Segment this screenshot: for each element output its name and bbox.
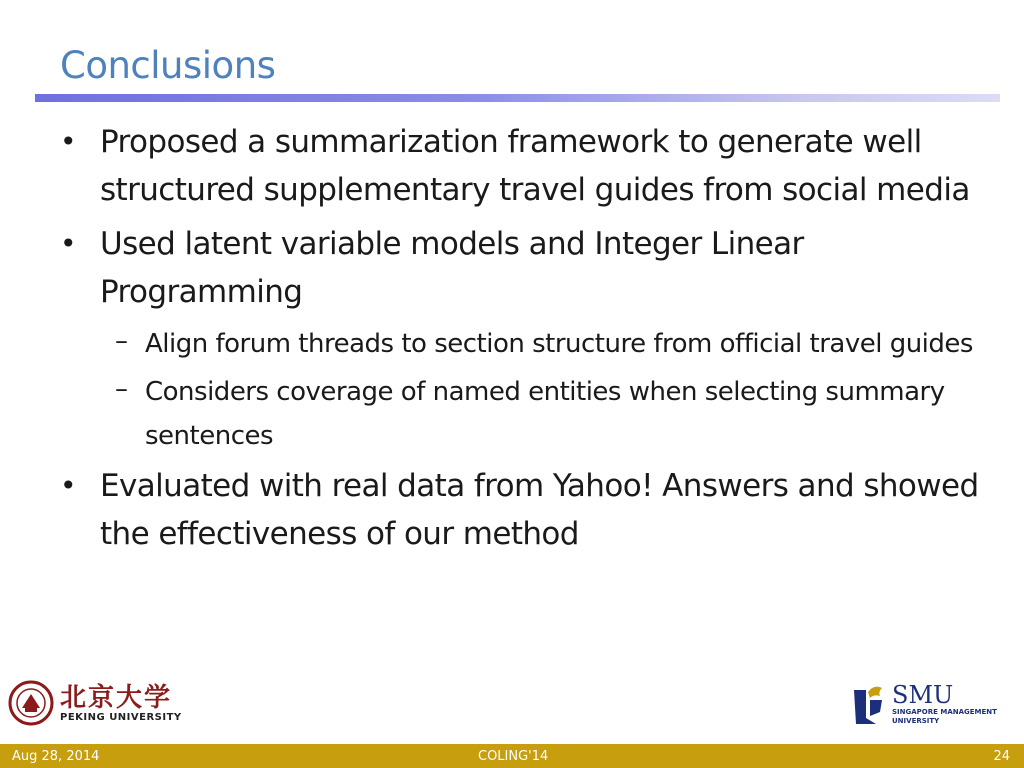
bullet-item (60, 118, 980, 214)
dash-icon: – (115, 374, 128, 404)
smu-name: SMU (892, 681, 954, 709)
sub-bullet-text: Considers coverage of named entities when selecting summary sentences (145, 377, 945, 451)
bullet-text: Used latent variable models and Integer Linear Programming (100, 226, 804, 310)
sub-bullet-item (60, 370, 980, 458)
bullet-icon: • (60, 469, 76, 502)
pku-logo (8, 680, 182, 726)
bullet-icon: • (60, 227, 76, 260)
pku-english-name: PEKING UNIVERSITY (60, 711, 182, 723)
smu-subtitle-line1: SINGAPORE MANAGEMENT (892, 708, 997, 716)
title-underline (35, 94, 1000, 102)
footer-page-number: 24 (993, 749, 1010, 764)
smu-subtitle-line2: UNIVERSITY (892, 717, 940, 725)
bullet-item (60, 220, 980, 316)
bullet-item (60, 462, 980, 558)
dash-icon: – (115, 326, 128, 356)
smu-lion-icon (852, 682, 888, 726)
slide-content (60, 118, 980, 564)
footer-conference: COLING'14 (478, 749, 549, 764)
slide-title: Conclusions (60, 44, 276, 87)
footer-bar (0, 744, 1024, 768)
pku-seal-icon (8, 680, 54, 726)
sub-bullet-item (60, 322, 980, 366)
footer-date: Aug 28, 2014 (12, 749, 100, 764)
sub-bullet-text: Align forum threads to section structure from official travel guides (145, 329, 973, 359)
bullet-icon: • (60, 125, 76, 158)
bullet-text: Evaluated with real data from Yahoo! Answers and showed the effectiveness of our method (100, 468, 979, 552)
bullet-text: Proposed a summarization framework to generate well structured supplementary travel guides from social media (100, 124, 970, 208)
smu-logo (852, 682, 997, 726)
pku-chinese-name: 北京大学 (60, 682, 173, 713)
